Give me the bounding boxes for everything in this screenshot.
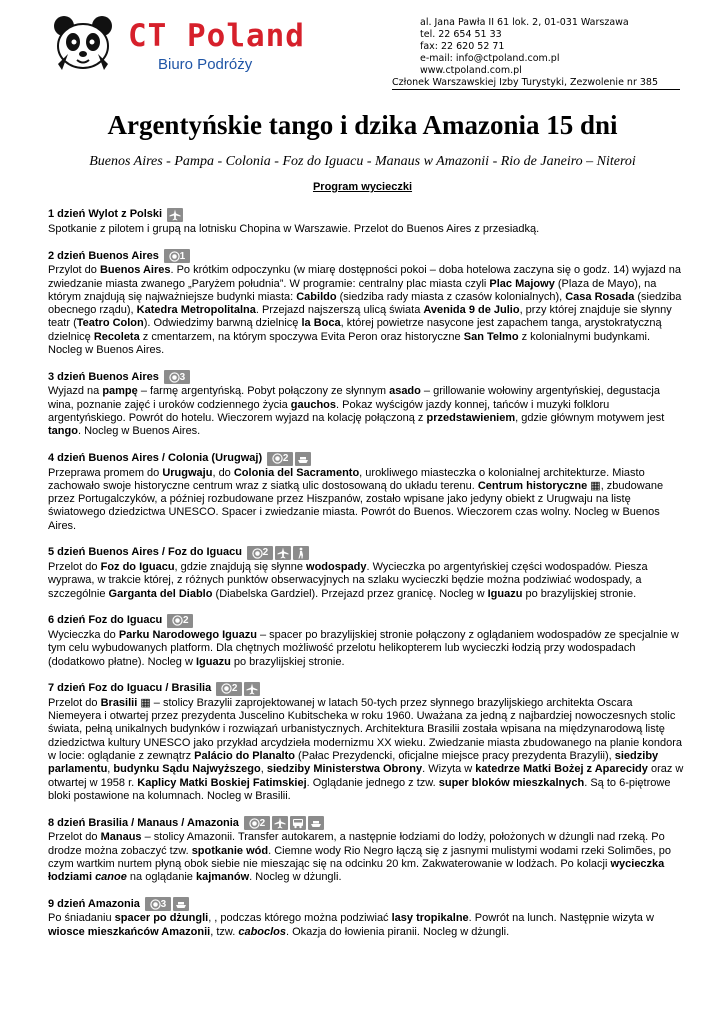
contact-block	[392, 17, 682, 89]
panda-logo-icon	[50, 14, 116, 72]
body-text: ,	[260, 763, 267, 776]
day-icons	[167, 614, 193, 628]
plane-icon	[167, 208, 183, 222]
page-title: Argentyńskie tango i dzika Amazonia 15 dni	[107, 110, 618, 140]
contact-phone: tel. 22 654 51 33	[420, 29, 502, 40]
body-text: . Oglądanie jednego z tzw.	[306, 776, 439, 789]
meal-count: 1	[179, 250, 186, 262]
body-text: ,	[107, 763, 114, 776]
day-title-text: 5 dzień Buenos Aires / Foz do Iguacu	[48, 546, 242, 559]
highlight-text: Centrum historyczne	[477, 479, 588, 492]
body-text: Przeprawa promem do	[48, 466, 163, 479]
highlight-text: Parku Narodowego Iguazu	[118, 628, 257, 641]
day-icons	[167, 208, 183, 222]
highlight-text: Urugwaju	[162, 466, 213, 479]
body-text: , przy której znajduje sie słynny teatr (	[48, 304, 672, 330]
body-text: po brazylijskiej stronie.	[522, 587, 637, 600]
body-text: . Okazja do łowienia piranii. Nocleg w dżungli.	[286, 925, 510, 938]
body-text: , do	[212, 466, 234, 479]
highlight-text: lasy tropikalne	[391, 912, 469, 925]
highlight-text: spotkanie wód	[191, 844, 269, 857]
highlight-text: Cabildo	[296, 290, 337, 303]
meal-count: 2	[262, 547, 269, 559]
itinerary-day	[48, 545, 684, 601]
contact-fax: fax: 22 620 52 71	[420, 41, 505, 52]
highlight-text: Foz do Iguacu	[100, 561, 175, 574]
highlight-text: kajmanów	[195, 871, 250, 884]
body-text: . Ciemne wody Rio Negro łączą się z jasnymi mulistymi wodami rzeki Solimões, po czym wartkim nurtem płyną obok siebie nie mieszając się na odcinku 20 km. Zakwaterowanie w lodżach. Po kolacji	[48, 844, 671, 870]
highlight-text: siedziby parlamentu	[48, 750, 659, 776]
body-text: (siedziba obecnego rządu),	[48, 290, 682, 317]
body-text: , , podczas którego można podziwiać	[208, 912, 392, 925]
plane-icon	[275, 546, 291, 560]
day-icons	[164, 370, 190, 384]
highlight-text: Manaus	[100, 831, 142, 844]
body-text: oraz w otwartej w 1958 r.	[48, 763, 684, 789]
body-text: ▦ – stolicy Brazylii zaprojektowanej w latach 50-tych przez słynnego brazylijskiego architekta Oscara Niemeyera i otwartej przez prezydenta Juscelino Kubitscheka w roku 1960. Uważana za jedną z najbardziej nowoczesnych stolic świata, pełną unikalnych budynków i rozwiązań urbanistycznych. Architektura Brasilii została wpisana na międzynarodową listę dziedzictwa kultury UNESCO jako przykład arcydzieła modernizmu XX wieku. Zwiedzanie miasta zbudowanego na planie kondora w locie: oglądanie z zewnątrz	[48, 696, 683, 763]
day-title	[48, 369, 684, 385]
body-text: . Pokaz wyścigów jazdy konnej, tańców i muzyki folkloru argentyńskiego. Powrót do hotelu. Wieczorem wyjazd na kolację połączoną z	[48, 398, 610, 424]
day-title	[48, 545, 684, 561]
meal-count: 3	[160, 898, 167, 910]
highlight-text: Iguazu	[487, 587, 523, 600]
meal-count: 3	[179, 371, 186, 383]
body-text: , której powietrze nasycone jest zapachem tanga, arystokratyczną dzielnicę	[48, 317, 662, 343]
highlight-text: San Telmo	[463, 330, 519, 343]
body-text: Wyjazd na	[48, 385, 103, 398]
day-title	[48, 896, 684, 912]
meal-count: 2	[259, 817, 266, 829]
meal-count: 2	[183, 615, 189, 627]
day-title	[48, 815, 684, 831]
body-text: . Są to 6-piętrowe bloki postawione na kolumnach. Nocleg w Brasilii.	[48, 776, 671, 802]
body-text: Po śniadaniu	[48, 912, 115, 925]
ship-icon	[308, 816, 324, 830]
brand-name: CT Poland	[128, 18, 305, 54]
highlight-text: Avenida 9 de Julio	[423, 304, 520, 317]
meal-2-icon	[247, 546, 273, 560]
body-text: Przelot do	[48, 831, 101, 844]
highlight-text: siedziby Ministerstwa Obrony	[266, 763, 423, 776]
itinerary-day	[48, 896, 684, 939]
day-title-text: 3 dzień Buenos Aires	[48, 370, 159, 383]
contact-email[interactable]: e-mail: info@ctpoland.com.pl	[420, 53, 560, 64]
day-icons	[216, 682, 260, 696]
itinerary-day	[48, 369, 684, 438]
plane-icon	[244, 682, 260, 696]
highlight-text: spacer po dżungli	[114, 912, 209, 925]
highlight-text: Plac Majowy	[489, 277, 555, 290]
highlight-text: Recoleta	[93, 330, 140, 343]
meal-3-icon	[145, 897, 171, 911]
body-text: Spotkanie z pilotem i grupą na lotnisku Chopina w Warszawie. Przelot do Buenos Aires z przesiadką.	[48, 223, 540, 235]
route-subtitle: Buenos Aires - Pampa - Colonia - Foz do Iguacu - Manaus w Amazonii - Rio de Janeiro – Niteroi	[89, 154, 636, 169]
body-text: . Po krótkim odpoczynku (w miarę dostępności pokoi – doba hotelowa zaczyna się o godz. 14) wyjazd na zwiedzanie miasta zwanego „Paryżem południa”. W programie: centralny plac miasta czyli	[48, 264, 682, 290]
program-heading: Program wycieczki	[312, 181, 413, 193]
meal-count: 2	[282, 452, 289, 464]
meal-1-icon	[164, 249, 190, 263]
body-text: Przylot do	[48, 264, 100, 277]
day-title	[48, 207, 684, 223]
body-text: – grillowanie wołowiny argentyńskiej, degustacja wina, poznanie zajęć i uroków codziennego życia	[48, 385, 660, 411]
itinerary-day	[48, 613, 684, 669]
body-text: , tzw.	[210, 925, 239, 938]
day-title-text: 8 dzień Brasilia / Manaus / Amazonia	[48, 816, 239, 829]
meal-2-icon	[267, 452, 293, 466]
highlight-text: Palácio do Planalto	[194, 750, 295, 763]
highlight-text: Teatro Colon	[76, 317, 144, 330]
body-text: (Pałac Prezydencki, oficjalne miejsce pracy prezydenta Brazylii),	[295, 750, 615, 763]
itinerary-day	[48, 815, 684, 884]
highlight-text: przedstawieniem	[426, 411, 516, 424]
highlight-text: caboclos	[238, 925, 287, 938]
body-text: . Przejazd najszerszą ulicą świata	[255, 304, 424, 317]
brand-subtitle: Biuro Podróży	[158, 56, 253, 73]
ship-icon	[173, 897, 189, 911]
day-description	[48, 467, 684, 533]
day-title-text: 6 dzień Foz do Iguacu	[48, 614, 163, 627]
body-text: z kolonialnymi budynkami. Nocleg w Buenos Aires.	[48, 330, 650, 357]
body-text: z cmentarzem, na którym spoczywa Evita Peron oraz historyczne	[139, 330, 464, 343]
body-text: . Powrót na lunch. Następnie wizyta w	[468, 912, 654, 925]
bus-icon	[290, 816, 306, 830]
meal-2-icon	[167, 614, 193, 628]
header-divider	[392, 89, 680, 90]
highlight-text: wodospady	[306, 561, 367, 574]
highlight-text: Colonia del Sacramento	[233, 466, 360, 479]
highlight-text: Casa Rosada	[565, 290, 635, 303]
day-icons	[244, 816, 324, 830]
day-description	[48, 831, 684, 884]
body-text: (Diabelska Gardziel). Przejazd przez granicę. Nocleg w	[212, 587, 488, 600]
day-description	[48, 385, 684, 438]
body-text: – farmę argentyńską. Pobyt połączony ze słynnym	[137, 385, 390, 398]
body-text: Wycieczka do	[48, 628, 119, 641]
body-text: po brazylijskiej stronie.	[230, 655, 345, 668]
highlight-text: budynku Sądu Najwyższego	[113, 763, 261, 776]
day-icons	[145, 897, 189, 911]
body-text: (Plaza de Mayo), na którym znajdują się najważniejsze budynki miasta:	[48, 277, 657, 303]
meal-count: 2	[231, 683, 238, 695]
highlight-text: canoe	[95, 871, 127, 884]
body-text: , gdzie głównym motywem jest	[515, 411, 665, 424]
highlight-text: Garganta del Diablo	[108, 587, 213, 600]
day-description	[48, 629, 684, 669]
meal-2-icon	[244, 816, 270, 830]
itinerary-day	[48, 248, 684, 357]
highlight-text: Brasilii	[100, 696, 138, 709]
highlight-text: pampę	[102, 385, 138, 398]
day-description	[48, 697, 684, 803]
body-text: ). Odwiedzimy barwną dzielnicę	[143, 317, 302, 330]
day-title-text: 4 dzień Buenos Aires / Colonia (Urugwaj)	[48, 451, 263, 464]
highlight-text: super bloków mieszkalnych	[438, 776, 585, 789]
day-icons	[267, 452, 311, 466]
day-description	[48, 223, 684, 236]
highlight-text: Katedra Metropolitalna	[136, 304, 256, 317]
highlight-text: wiosce mieszkańców Amazonii	[48, 925, 211, 938]
highlight-text: Kaplicy Matki Boskiej Fatimskiej	[137, 776, 307, 789]
highlight-text: wycieczka łodziami	[48, 857, 665, 884]
day-title-text: 9 dzień Amazonia	[48, 897, 140, 910]
company-logo	[50, 14, 310, 76]
day-title-text: 7 dzień Foz do Iguacu / Brasilia	[48, 682, 212, 695]
highlight-text: tango	[48, 425, 78, 438]
body-text: ▦, zbudowane przez Portugalczyków, a później rozbudowane przez Hiszpanów, zostało wpisane jako jedyny obiekt z Urugwaju na listę światowego dziedzictwa UNESCO. Spacer i zwiedzanie miasta. Powrót do Buenos. Wieczorem czas wolny. Nocleg w Buenos Aires.	[48, 479, 664, 532]
day-title	[48, 613, 684, 629]
day-title	[48, 451, 684, 467]
day-description	[48, 264, 684, 357]
body-text: Przelot do	[48, 696, 101, 709]
body-text: , urokliwego miasteczka o kolonialnej architekturze. Miasto zachowało swoje historyczne centrum wraz z siatką ulic dostosowaną do układu terenu.	[48, 466, 645, 492]
body-text: (siedziba rady miasta z czasów kolonialnych),	[336, 290, 566, 303]
body-text: , gdzie znajdują się słynne	[174, 561, 307, 574]
body-text: – stolicy Amazonii. Transfer autokarem, a następnie łodziami do lodży, położonych w dżungli nad rzeką. Po drodze można zobaczyć tzw.	[48, 831, 665, 857]
itinerary-day	[48, 681, 684, 803]
body-text: . Nocleg w dżungli.	[249, 871, 342, 884]
day-description	[48, 912, 684, 939]
day-icons	[164, 249, 190, 263]
highlight-text: Iguazu	[195, 655, 231, 668]
highlight-text: katedrze Matki Bożej z Aparecidy	[475, 763, 648, 776]
highlight-text: asado	[389, 385, 421, 398]
body-text: . Wizyta w	[422, 763, 476, 776]
day-title-text: 1 dzień Wylot z Polski	[48, 208, 163, 221]
highlight-text: la Boca	[301, 317, 341, 330]
itinerary	[48, 207, 684, 951]
contact-website[interactable]: www.ctpoland.com.pl	[420, 65, 522, 76]
meal-2-icon	[216, 682, 242, 696]
body-text: na oglądanie	[126, 871, 196, 884]
body-text: . Wycieczka po argentyńskiej części wodospadów. Piesza wyprawa, w trakcie której, z różnych punktów obserwacyjnych na szlaku wycieczki będzie można podziwiać wodospady, a szczególnie	[48, 561, 648, 600]
day-icons	[247, 546, 309, 560]
day-description	[48, 561, 684, 601]
day-title	[48, 681, 684, 697]
membership-note: Członek Warszawskiej Izby Turystyki, Zezwolenie nr 385	[392, 77, 659, 88]
body-text: Przelot do	[48, 561, 101, 574]
itinerary-day	[48, 451, 684, 533]
body-text: . Nocleg w Buenos Aires.	[77, 425, 201, 438]
day-title-text: 2 dzień Buenos Aires	[48, 249, 159, 262]
contact-address: al. Jana Pawła II 61 lok. 2, 01-031 Warszawa	[420, 17, 629, 28]
hiker-icon	[293, 546, 309, 560]
meal-3-icon	[164, 370, 190, 384]
itinerary-day	[48, 207, 684, 236]
highlight-text: gauchos	[290, 398, 336, 411]
plane-icon	[272, 816, 288, 830]
day-title	[48, 248, 684, 264]
body-text: – spacer po brazylijskiej stronie połączony z oglądaniem wodospadów ze specjalnie w tym celu wybudowanych platform. Dla chętnych możliwość przelotu helikopterem lub wycieczki łodzią przy wodospadach (dodatkowo płatne). Nocleg w	[48, 628, 679, 668]
ship-icon	[295, 452, 311, 466]
highlight-text: Buenos Aires	[99, 264, 171, 277]
